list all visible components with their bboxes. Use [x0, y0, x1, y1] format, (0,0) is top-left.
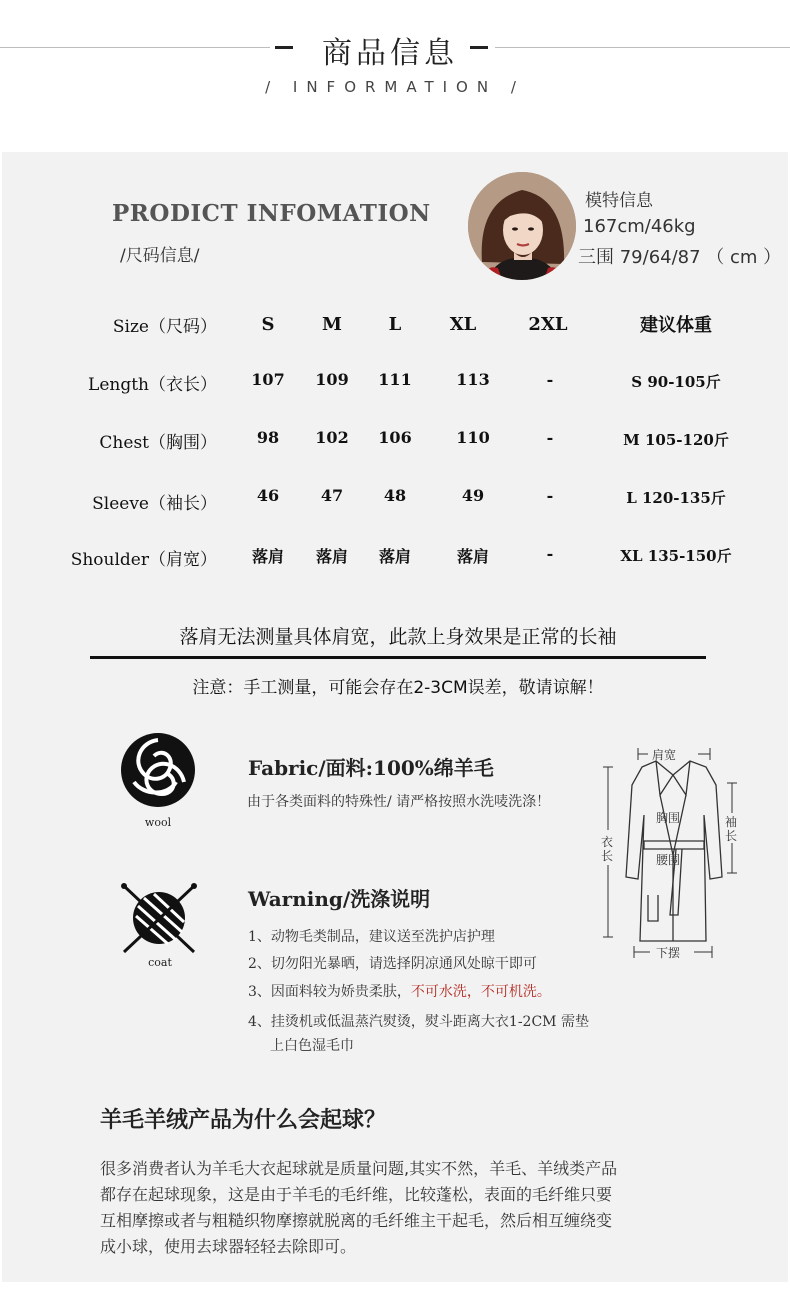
model-avatar [468, 172, 576, 280]
header-divider-left [0, 47, 270, 48]
coat-measurement-diagram [598, 745, 748, 965]
warning-item-continued: 上白色湿毛巾 [270, 1038, 354, 1054]
warning-item: 4、挂烫机或低温蒸汽熨烫，熨斗距离大衣1-2CM 需垫 [248, 1014, 589, 1030]
pilling-answer [100, 1156, 720, 1260]
pilling-question-title: 羊毛羊绒产品为什么会起球？ [100, 1108, 387, 1133]
table-cell: 113 [456, 370, 490, 389]
page-subtitle: / INFORMATION / [265, 78, 525, 96]
table-cell: 107 [251, 370, 285, 389]
weight-cell: L 120-135斤 [626, 489, 726, 507]
table-cell: 111 [378, 370, 412, 389]
page-title: 商品信息 [322, 36, 458, 71]
table-cell: 109 [315, 370, 349, 389]
label-length: 衣长 [601, 835, 614, 863]
warning-item: 2、切勿阳光暴晒，请选择阴凉通风处晾干即可 [248, 956, 537, 972]
pilling-answer-line: 都存在起球现象，这是由于羊毛的毛纤维，比较蓬松，表面的毛纤维只要 [100, 1185, 613, 1204]
table-cell: 落肩 [456, 547, 489, 566]
yarn-ball-icon [120, 882, 198, 954]
table-cell: 110 [456, 428, 490, 447]
warning-no-wash: 不可水洗，不可机洗。 [410, 984, 551, 1000]
row-label-chest: Chest（胸围） [99, 433, 217, 453]
model-height-weight: 167cm/46kg [583, 216, 696, 237]
label-hem: 下摆 [656, 946, 681, 960]
weight-cell: M 105-120斤 [623, 431, 729, 449]
note-divider [90, 656, 706, 659]
table-cell: 落肩 [315, 547, 348, 566]
size-header-label: Size（尺码） [112, 317, 217, 337]
table-cell: 98 [256, 428, 280, 447]
table-cell: 102 [315, 428, 349, 447]
table-cell: 48 [383, 486, 407, 505]
label-shoulder: 肩宽 [652, 748, 677, 762]
measurement-note: 注意：手工测量，可能会存在2-3CM误差，敬请谅解！ [192, 678, 604, 698]
row-label-shoulder: Shoulder（肩宽） [70, 550, 217, 570]
model-portrait-image [468, 172, 576, 280]
size-header-s: S [261, 314, 275, 335]
weight-header: 建议体重 [640, 315, 712, 336]
label-sleeve: 袖长 [725, 815, 738, 843]
fabric-subtitle: 由于各类面料的特殊性/ 请严格按照水洗唛洗涤！ [247, 794, 551, 810]
size-header-m: M [322, 314, 342, 335]
fabric-title: Fabric/面料:100%绵羊毛 [248, 756, 494, 780]
product-info-title: PRODICT INFOMATION [112, 200, 431, 227]
label-chest: 胸围 [656, 811, 681, 825]
table-cell: - [546, 428, 554, 447]
pilling-answer-line: 互相摩擦或者与粗糙织物摩擦就脱离的毛纤维主干起毛，然后相互缠绕变 [100, 1211, 613, 1230]
warning-item-text: 3、因面料较为娇贵柔肤， [248, 984, 411, 1000]
warning-title: Warning/洗涤说明 [248, 887, 431, 911]
weight-cell: S 90-105斤 [631, 373, 721, 391]
weight-cell: XL 135-150斤 [620, 547, 732, 565]
table-cell: - [546, 370, 554, 389]
warning-item [248, 981, 551, 1001]
table-cell: - [546, 486, 554, 505]
table-cell: 落肩 [378, 547, 411, 566]
table-cell: - [546, 544, 554, 563]
pilling-answer-line: 很多消费者认为羊毛大衣起球就是质量问题,其实不然，羊毛、羊绒类产品 [100, 1159, 618, 1178]
warning-item: 1、动物毛类制品，建议送至洗护店护理 [248, 929, 495, 945]
table-cell: 49 [461, 486, 485, 505]
model-info-label: 模特信息 [585, 191, 653, 211]
header-divider-right [495, 47, 790, 48]
size-info-subtitle: /尺码信息/ [120, 246, 200, 266]
row-label-length: Length（衣长） [88, 375, 217, 395]
coat-caption: coat [148, 956, 172, 969]
wool-knot-icon [118, 730, 198, 810]
table-cell: 46 [256, 486, 280, 505]
size-header-l: L [388, 314, 402, 335]
wool-caption: wool [144, 816, 172, 829]
size-header-2xl: 2XL [528, 314, 568, 335]
shoulder-note: 落肩无法测量具体肩宽，此款上身效果是正常的长袖 [179, 626, 617, 648]
row-label-sleeve: Sleeve（袖长） [92, 494, 217, 514]
model-measurements: 三围 79/64/87 （ cm ） [578, 247, 782, 268]
table-cell: 47 [320, 486, 344, 505]
table-cell: 106 [378, 428, 412, 447]
size-header-xl: XL [449, 314, 477, 335]
pilling-answer-line: 成小球，使用去球器轻轻去除即可。 [100, 1237, 357, 1256]
label-waist: 腰围 [656, 853, 681, 867]
table-cell: 落肩 [251, 547, 284, 566]
